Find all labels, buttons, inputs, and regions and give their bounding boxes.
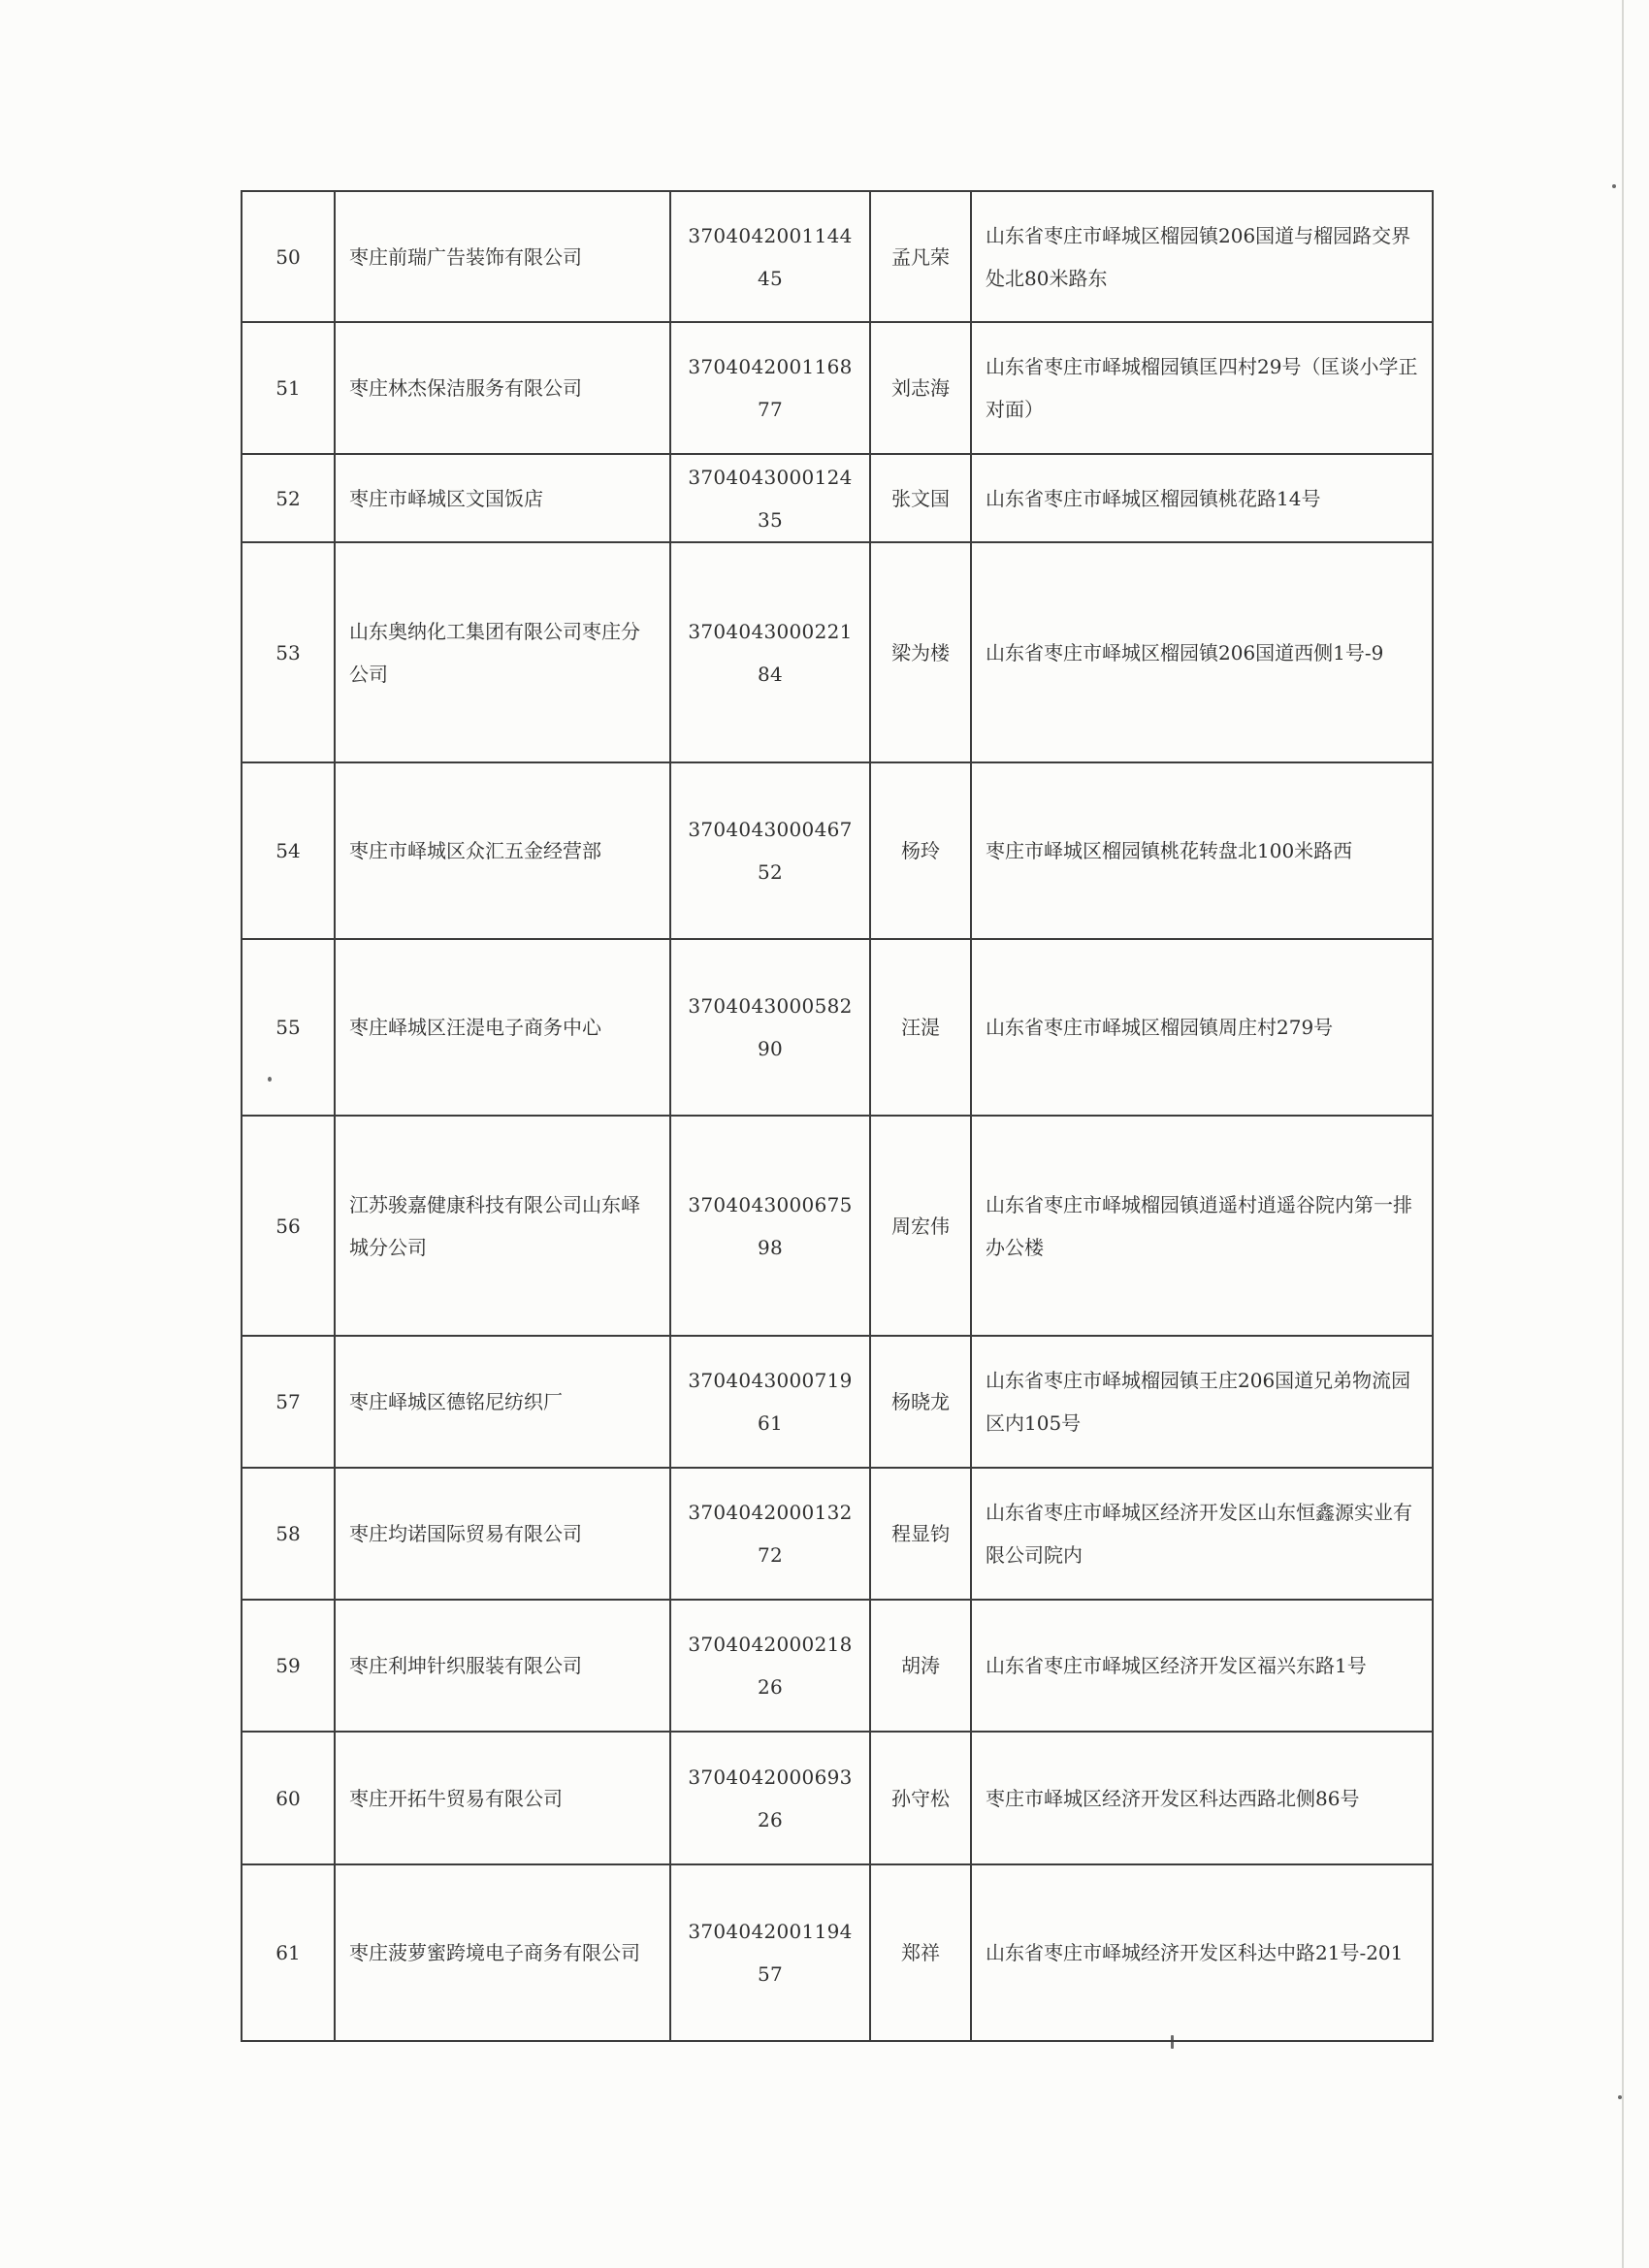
address: 山东省枣庄市峄城榴园镇王庄206国道兄弟物流园区内105号 — [971, 1336, 1433, 1468]
registration-number: 370404300022184 — [670, 542, 870, 762]
registration-number: 370404300071961 — [670, 1336, 870, 1468]
company-name: 枣庄市峄城区文国饭店 — [335, 454, 670, 542]
address: 山东省枣庄市峄城区榴园镇206国道西侧1号-9 — [971, 542, 1433, 762]
legal-representative: 郑祥 — [870, 1864, 971, 2041]
address: 山东省枣庄市峄城区经济开发区福兴东路1号 — [971, 1600, 1433, 1732]
address: 枣庄市峄城区榴园镇桃花转盘北100米路西 — [971, 762, 1433, 939]
address: 山东省枣庄市峄城区榴园镇206国道与榴园路交界处北80米路东 — [971, 191, 1433, 322]
company-name: 枣庄菠萝蜜跨境电子商务有限公司 — [335, 1864, 670, 2041]
registration-number: 370404300058290 — [670, 939, 870, 1116]
legal-representative: 汪湜 — [870, 939, 971, 1116]
table-row — [242, 1864, 1433, 2041]
address: 山东省枣庄市峄城区经济开发区山东恒鑫源实业有限公司院内 — [971, 1468, 1433, 1600]
row-number: 58 — [242, 1468, 335, 1600]
company-name: 山东奥纳化工集团有限公司枣庄分公司 — [335, 542, 670, 762]
scan-speck — [1618, 2095, 1622, 2099]
registration-number: 370404200013272 — [670, 1468, 870, 1600]
table-row — [242, 1336, 1433, 1468]
company-name: 枣庄峄城区德铭尼纺织厂 — [335, 1336, 670, 1468]
legal-representative: 程显钧 — [870, 1468, 971, 1600]
company-name: 枣庄利坤针织服装有限公司 — [335, 1600, 670, 1732]
table-row — [242, 542, 1433, 762]
row-number: 56 — [242, 1116, 335, 1336]
company-name: 枣庄林杰保洁服务有限公司 — [335, 322, 670, 454]
address: 山东省枣庄市峄城区榴园镇周庄村279号 — [971, 939, 1433, 1116]
company-name: 枣庄市峄城区众汇五金经营部 — [335, 762, 670, 939]
company-name: 枣庄前瑞广告装饰有限公司 — [335, 191, 670, 322]
company-name: 枣庄均诺国际贸易有限公司 — [335, 1468, 670, 1600]
company-name: 江苏骏嘉健康科技有限公司山东峄城分公司 — [335, 1116, 670, 1336]
row-number: 60 — [242, 1732, 335, 1864]
table-row — [242, 322, 1433, 454]
table-row — [242, 191, 1433, 322]
address: 山东省枣庄市峄城榴园镇匡四村29号（匡谈小学正对面） — [971, 322, 1433, 454]
registration-number: 370404300046752 — [670, 762, 870, 939]
company-name: 枣庄峄城区汪湜电子商务中心 — [335, 939, 670, 1116]
registration-number: 370404200069326 — [670, 1732, 870, 1864]
row-number: 51 — [242, 322, 335, 454]
row-number: 55 — [242, 939, 335, 1116]
legal-representative: 孟凡荣 — [870, 191, 971, 322]
address: 山东省枣庄市峄城经济开发区科达中路21号-201 — [971, 1864, 1433, 2041]
table-row — [242, 762, 1433, 939]
company-name: 枣庄开拓牛贸易有限公司 — [335, 1732, 670, 1864]
row-number: 57 — [242, 1336, 335, 1468]
row-number: 52 — [242, 454, 335, 542]
row-number: 54 — [242, 762, 335, 939]
legal-representative: 梁为楼 — [870, 542, 971, 762]
table-row — [242, 1732, 1433, 1864]
row-number: 50 — [242, 191, 335, 322]
registration-number: 370404200116877 — [670, 322, 870, 454]
scan-speck — [1612, 184, 1616, 188]
table-row — [242, 1116, 1433, 1336]
legal-representative: 周宏伟 — [870, 1116, 971, 1336]
registration-number: 370404200114445 — [670, 191, 870, 322]
legal-representative: 张文国 — [870, 454, 971, 542]
address: 山东省枣庄市峄城榴园镇逍遥村逍遥谷院内第一排办公楼 — [971, 1116, 1433, 1336]
legal-representative: 杨晓龙 — [870, 1336, 971, 1468]
legal-representative: 刘志海 — [870, 322, 971, 454]
legal-representative: 胡涛 — [870, 1600, 971, 1732]
table-row — [242, 1600, 1433, 1732]
table-row — [242, 1468, 1433, 1600]
row-number: 53 — [242, 542, 335, 762]
legal-representative: 孙守松 — [870, 1732, 971, 1864]
address: 山东省枣庄市峄城区榴园镇桃花路14号 — [971, 454, 1433, 542]
registration-number: 370404300067598 — [670, 1116, 870, 1336]
address: 枣庄市峄城区经济开发区科达西路北侧86号 — [971, 1732, 1433, 1864]
scan-edge — [1622, 0, 1624, 2268]
registration-number: 370404300012435 — [670, 454, 870, 542]
registration-table — [241, 190, 1434, 2042]
table-row — [242, 454, 1433, 542]
legal-representative: 杨玲 — [870, 762, 971, 939]
table-row — [242, 939, 1433, 1116]
registration-number: 370404200119457 — [670, 1864, 870, 2041]
registration-number: 370404200021826 — [670, 1600, 870, 1732]
row-number: 59 — [242, 1600, 335, 1732]
row-number: 61 — [242, 1864, 335, 2041]
